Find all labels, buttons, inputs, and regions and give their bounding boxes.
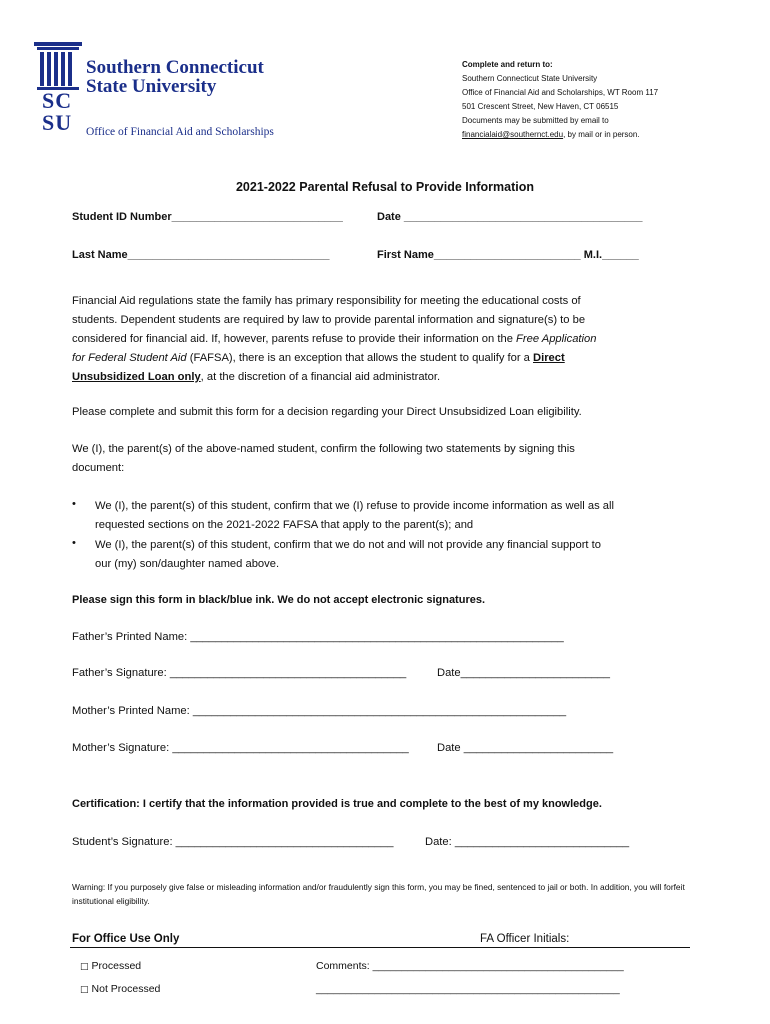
return-line-4: Documents may be submitted by email to [462, 116, 609, 125]
office-use-heading: For Office Use Only [72, 933, 180, 945]
fa-officer-initials-label: FA Officer Initials: [480, 933, 570, 945]
bullet-marker-1: • [72, 498, 76, 510]
bullet-2-line1: We (I), the parent(s) of this student, confirm that we do not and will not provide any financial support to [95, 539, 601, 551]
para3-line2: document: [72, 462, 125, 474]
bullet-1-line2: requested sections on the 2021-2022 FAFSA that apply to the parent(s); and [95, 519, 474, 531]
student-id-field[interactable]: Student ID Number____________________________ [72, 211, 343, 223]
mother-date-field[interactable]: Date ________________________ [437, 742, 614, 754]
para1-line3 [72, 330, 596, 349]
date-field[interactable]: Date _______________________________________ [377, 211, 643, 223]
university-name-line2: State University [86, 76, 217, 97]
office-use-divider [70, 947, 690, 948]
fafsa-name-part1: Free Application [516, 333, 597, 345]
para2: Please complete and submit this form for a decision regarding your Direct Unsubsidized Loan eligibility. [72, 406, 582, 418]
para1-line2: students. Dependent students are required by law to provide parental information and signature(s) to be [72, 314, 586, 326]
comments-field-line2[interactable]: ____________________________________________________ [316, 983, 620, 995]
not-processed-option[interactable] [80, 983, 160, 995]
fafsa-name-part2: for Federal Student Aid [72, 352, 187, 364]
logo-monogram-top: SC [42, 88, 73, 113]
bullet-1-line1: We (I), the parent(s) of this student, confirm that we (I) refuse to provide income information as well as all [95, 500, 614, 512]
para1-line4-text: (FAFSA), there is an exception that allows the student to qualify for a [186, 352, 534, 364]
para1-line5 [72, 368, 440, 387]
bullet-marker-2: • [72, 537, 76, 549]
para1-line4 [72, 349, 565, 368]
last-name-field[interactable]: Last Name_________________________________ [72, 249, 330, 261]
email-link[interactable]: financialaid@southernct.edu [462, 130, 564, 139]
return-email-suffix: , by mail or in person. [563, 130, 640, 139]
warning-notice: Warning: If you purposely give false or misleading information and/or fraudulently sign this form, you may be fined, sentenced to jail or both. In addition, you will forfeit institutional eligibility. [72, 882, 685, 906]
father-signature-field[interactable]: Father’s Signature: ______________________________________ [72, 667, 407, 679]
mother-printed-name-field[interactable]: Mother’s Printed Name: ____________________________________________________________ [72, 705, 567, 717]
not-processed-checkbox-icon[interactable]: □ [80, 985, 89, 995]
return-line-1: Southern Connecticut State University [462, 74, 598, 83]
student-date-field[interactable]: Date: ____________________________ [425, 836, 630, 848]
para1-line3-text: considered for financial aid. If, however, parents refuse to provide their information on the [72, 333, 517, 345]
para1-line5-text: , at the discretion of a financial aid administrator. [200, 371, 441, 383]
form-title: 2021-2022 Parental Refusal to Provide Information [235, 180, 535, 194]
processed-checkbox-icon[interactable]: □ [80, 962, 89, 972]
logo-monogram-bottom: SU [42, 110, 73, 135]
student-signature-field[interactable]: Student’s Signature: ___________________________________ [72, 836, 394, 848]
return-line-5 [462, 128, 640, 142]
university-name-line1: Southern Connecticut [86, 57, 264, 78]
comments-field[interactable]: Comments: ___________________________________________ [316, 960, 624, 972]
processed-option[interactable] [80, 960, 141, 972]
not-processed-label: Not Processed [91, 983, 161, 995]
father-printed-name-field[interactable]: Father’s Printed Name: ____________________________________________________________ [72, 631, 564, 643]
return-heading: Complete and return to: [462, 60, 553, 69]
para1-line1: Financial Aid regulations state the family has primary responsibility for meeting the educational costs of [72, 295, 581, 307]
first-name-field[interactable]: First Name________________________ M.I.______ [377, 249, 639, 261]
processed-label: Processed [91, 960, 142, 972]
unsubsidized-loan-emphasis: Unsubsidized Loan only [72, 371, 201, 383]
return-line-3: 501 Crescent Street, New Haven, CT 06515 [462, 102, 619, 111]
return-line-2: Office of Financial Aid and Scholarships, WT Room 117 [462, 88, 659, 97]
father-date-field[interactable]: Date________________________ [437, 667, 610, 679]
mother-signature-field[interactable]: Mother’s Signature: ______________________________________ [72, 742, 409, 754]
direct-loan-emphasis: Direct [533, 352, 565, 364]
bullet-2-line2: our (my) son/daughter named above. [95, 558, 280, 570]
para3-line1: We (I), the parent(s) of the above-named student, confirm the following two statements by signing this [72, 443, 575, 455]
ink-notice: Please sign this form in black/blue ink. We do not accept electronic signatures. [72, 594, 486, 606]
certification-statement: Certification: I certify that the information provided is true and complete to the best of my knowledge. [72, 798, 602, 810]
office-name: Office of Financial Aid and Scholarships [86, 126, 274, 138]
